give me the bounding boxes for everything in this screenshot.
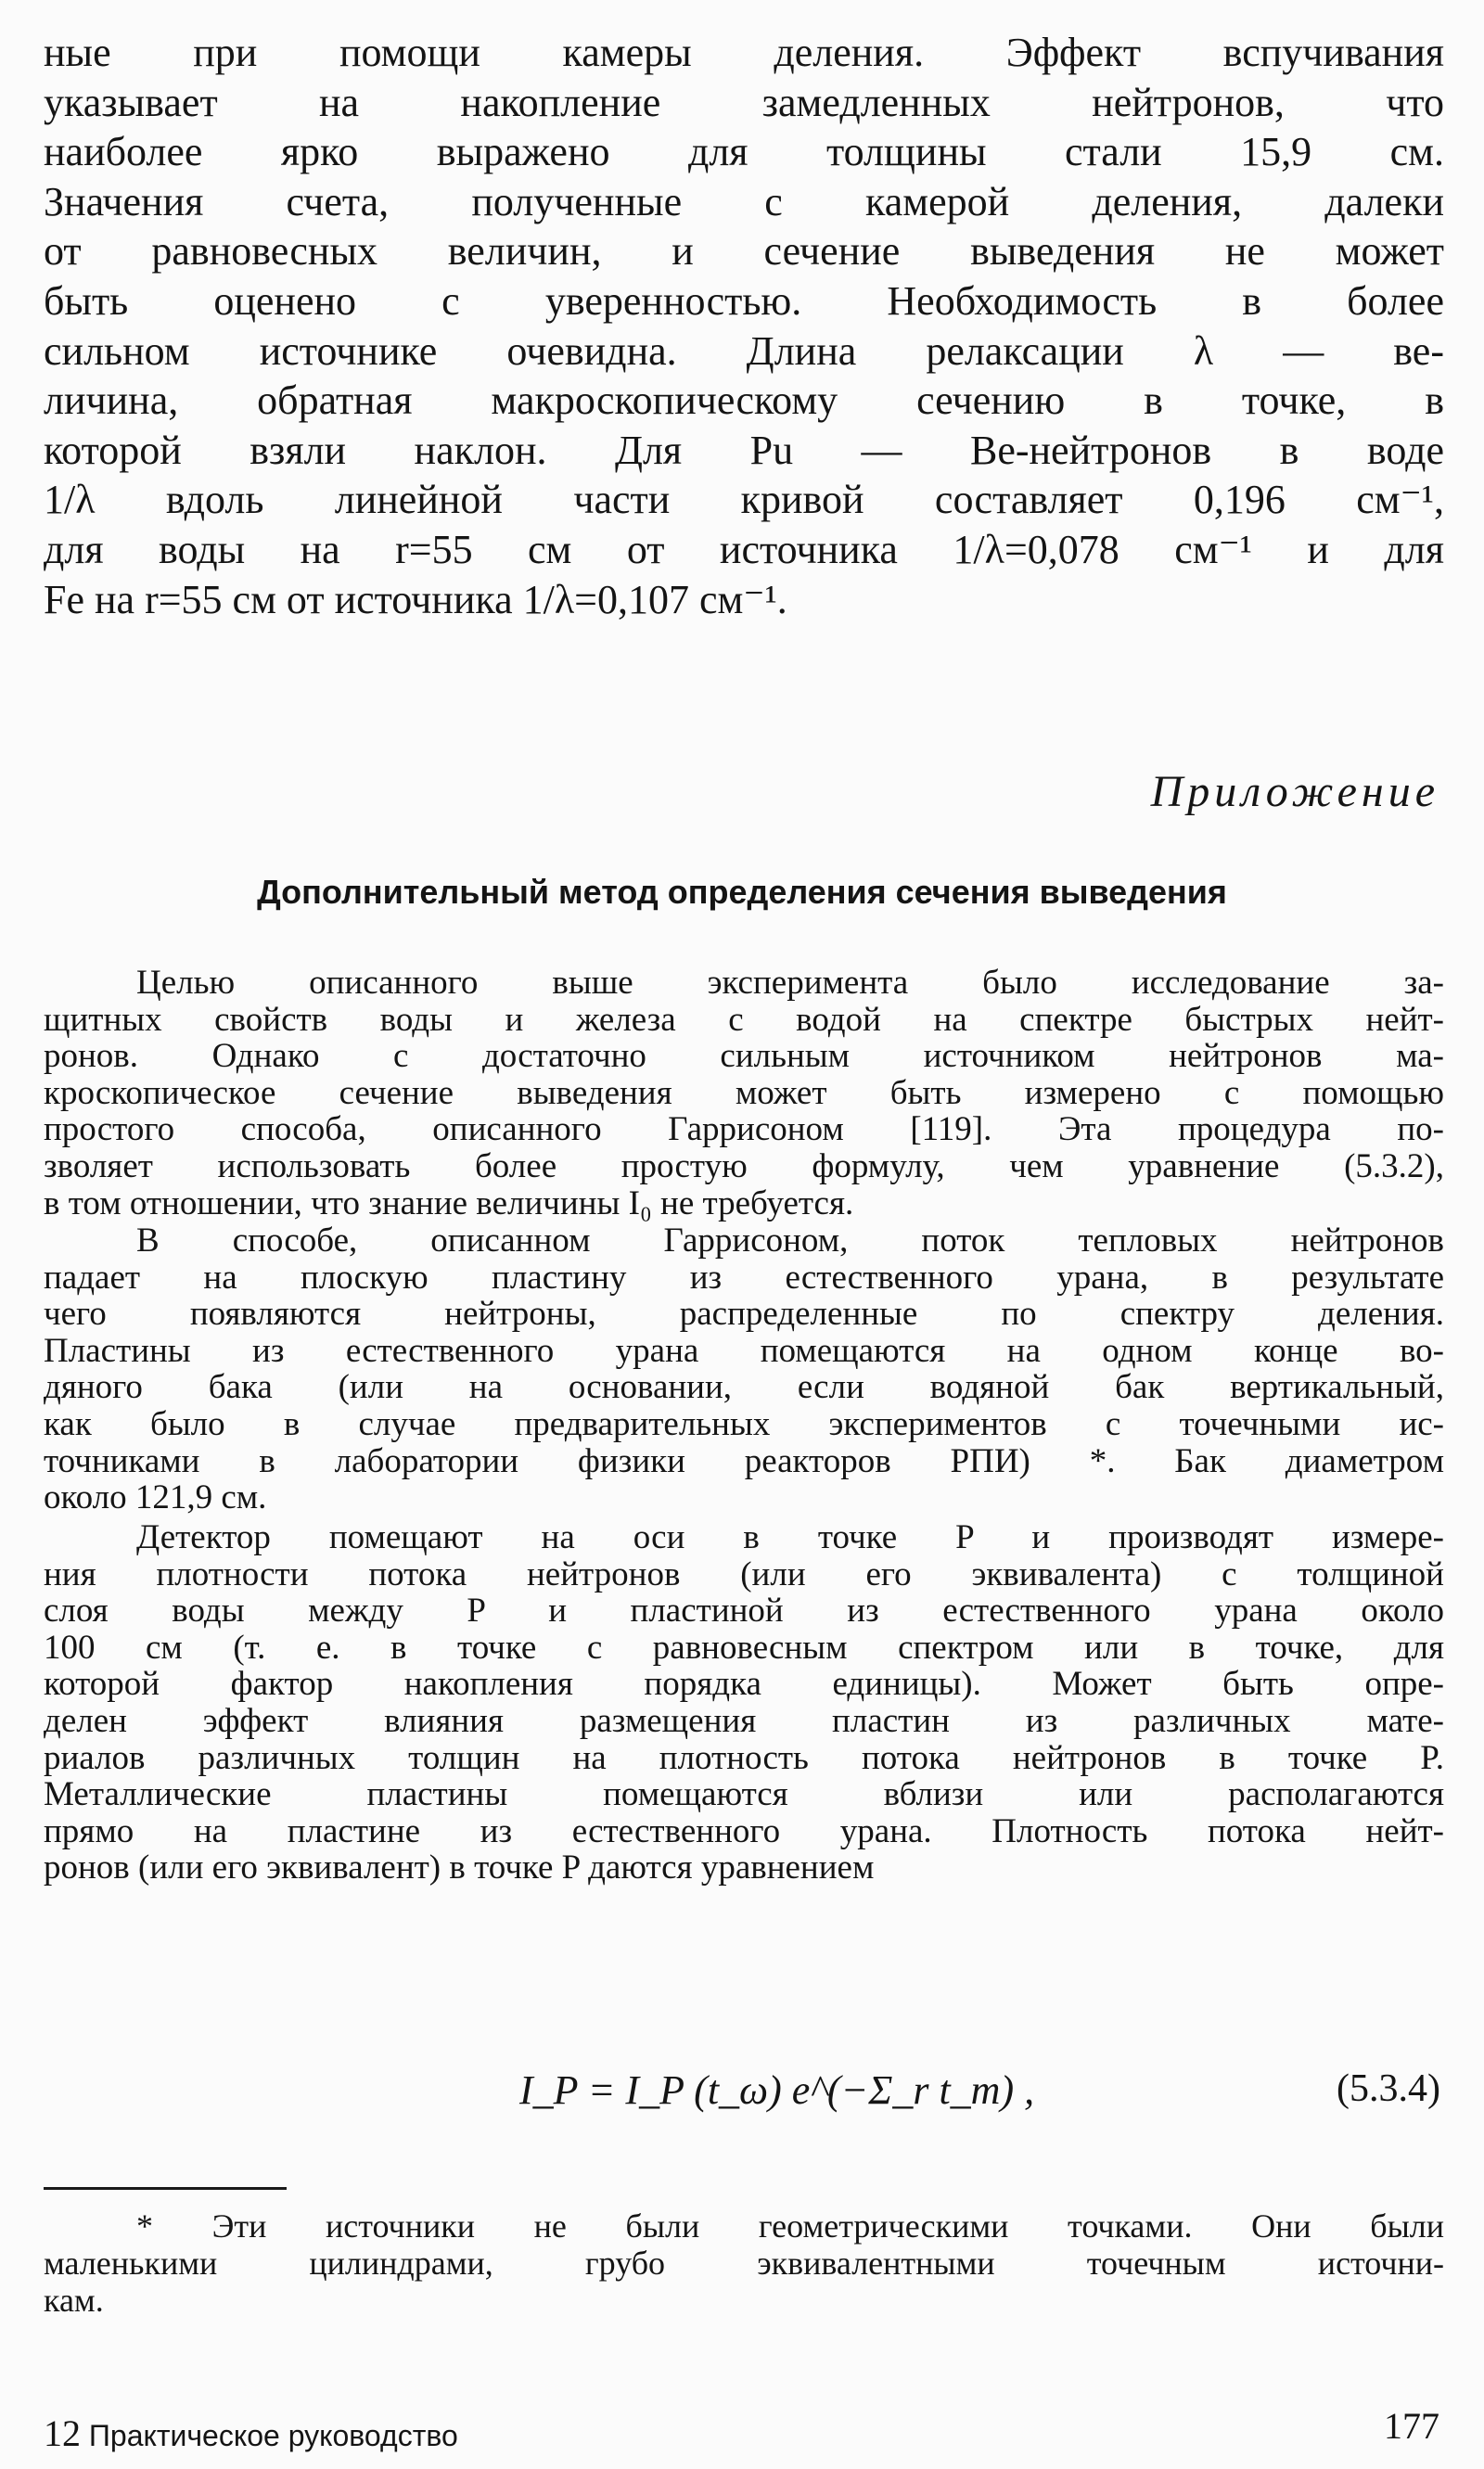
section-title: Дополнительный метод определения сечения выведения bbox=[257, 873, 1227, 911]
text-line: Металлические пластины помещаются вблизи или располагаются bbox=[44, 1776, 1444, 1813]
text-line: чего появляются нейтроны, распределенные по спектру деления. bbox=[44, 1296, 1444, 1333]
text-line: для воды на r=55 см от источника 1/λ=0,078 см⁻¹ и для bbox=[44, 526, 1444, 572]
text-line: 100 см (т. е. в точке с равновесным спектром или в точке, для bbox=[44, 1629, 1444, 1667]
text-line: сильном источнике очевидна. Длина релаксации λ — ве- bbox=[44, 327, 1444, 374]
text-line: ния плотности потока нейтронов (или его эквивалента) с толщиной bbox=[44, 1555, 1444, 1593]
text-line: кроскопическое сечение выведения может быть измерено с помощью bbox=[44, 1074, 1444, 1112]
text-line: прямо на пластине из естественного урана. Плотность потока нейт- bbox=[44, 1812, 1444, 1850]
appendix-heading: Приложение bbox=[1150, 767, 1439, 816]
text-line: ронов (или его эквивалент) в точке P даются уравнением bbox=[44, 1849, 875, 1887]
text-line: около 121,9 см. bbox=[44, 1478, 267, 1517]
top-paragraph bbox=[44, 28, 1444, 624]
text-line: маленькими цилиндрами, грубо эквивалентными точечным источни- bbox=[44, 2245, 1444, 2282]
text-line: 1/λ вдоль линейной части кривой составляет 0,196 см⁻¹, bbox=[44, 477, 1444, 523]
text-line: зволяет использовать более простую формулу, чем уравнение (5.3.2), bbox=[44, 1147, 1444, 1185]
text-line: риалов различных толщин на плотность потока нейтронов в точке P. bbox=[44, 1739, 1444, 1777]
signature-text: Практическое руководство bbox=[88, 2419, 458, 2452]
footnote bbox=[44, 2207, 1444, 2319]
text-line: точниками в лаборатории физики реакторов РПИ) *. Бак диаметром bbox=[44, 1442, 1444, 1480]
text-line: в том отношении, что знание величины I₀ не требуется. bbox=[44, 1183, 854, 1222]
signature-number: 12 bbox=[44, 2412, 81, 2454]
equation bbox=[0, 2066, 1484, 2122]
text-line: указывает на накопление замедленных нейтронов, что bbox=[44, 79, 1444, 125]
text-line: ронов. Однако с достаточно сильным источником нейтронов ма- bbox=[44, 1038, 1444, 1075]
text-line: падает на плоскую пластину из естественного урана, в результате bbox=[44, 1259, 1444, 1297]
text-line: личина, обратная макроскопическому сечению в точке, в bbox=[44, 377, 1444, 424]
text-line: Пластины из естественного урана помещаются на одном конце во- bbox=[44, 1332, 1444, 1370]
printer-signature bbox=[44, 2411, 458, 2455]
text-line: дяного бака (или на основании, если водяной бак вертикальный, bbox=[44, 1369, 1444, 1406]
text-line: Значения счета, полученные с камерой деления, далеки bbox=[44, 178, 1444, 224]
text-line: Fe на r=55 см от источника 1/λ=0,107 см⁻¹. bbox=[44, 576, 787, 622]
text-line: наиболее ярко выражено для толщины стали 15,9 см. bbox=[44, 129, 1444, 175]
text-line: слоя воды между P и пластиной из естественного урана около bbox=[44, 1593, 1444, 1630]
text-line: простого способа, описанного Гаррисоном [119]. Эта процедура по- bbox=[44, 1111, 1444, 1148]
text-line: которой фактор накопления порядка единицы). Может быть опре- bbox=[44, 1666, 1444, 1703]
paragraph-3 bbox=[44, 1519, 1444, 1887]
text-line: В способе, описанном Гаррисоном, поток тепловых нейтронов bbox=[136, 1222, 1444, 1260]
text-line: которой взяли наклон. Для Pu — Be-нейтронов в воде bbox=[44, 427, 1444, 473]
text-line: щитных свойств воды и железа с водой на спектре быстрых нейт- bbox=[44, 1001, 1444, 1039]
footnote-divider bbox=[44, 2187, 287, 2190]
paragraph-2 bbox=[44, 1222, 1444, 1516]
text-line: * Эти источники не были геометрическими точками. Они были bbox=[136, 2207, 1444, 2245]
page-number: 177 bbox=[1384, 2405, 1439, 2447]
equation-number: (5.3.4) bbox=[1337, 2067, 1440, 2110]
equation-expression: I_P = I_P (t_ω) e^(−Σ_r t_m) , bbox=[519, 2067, 1035, 2113]
text-line: кам. bbox=[44, 2282, 104, 2319]
text-line: от равновесных величин, и сечение выведения не может bbox=[44, 228, 1444, 275]
text-line: Целью описанного выше эксперимента было исследование за- bbox=[136, 965, 1444, 1002]
text-line: как было в случае предварительных экспериментов с точечными ис- bbox=[44, 1405, 1444, 1443]
text-line: делен эффект влияния размещения пластин из различных мате- bbox=[44, 1702, 1444, 1740]
text-line: Детектор помещают на оси в точке P и производят измере- bbox=[136, 1519, 1444, 1556]
paragraph-1 bbox=[44, 965, 1444, 1222]
text-line: ные при помощи камеры деления. Эффект вспучивания bbox=[44, 30, 1444, 75]
text-line: быть оценено с уверенностью. Необходимость в более bbox=[44, 277, 1444, 324]
